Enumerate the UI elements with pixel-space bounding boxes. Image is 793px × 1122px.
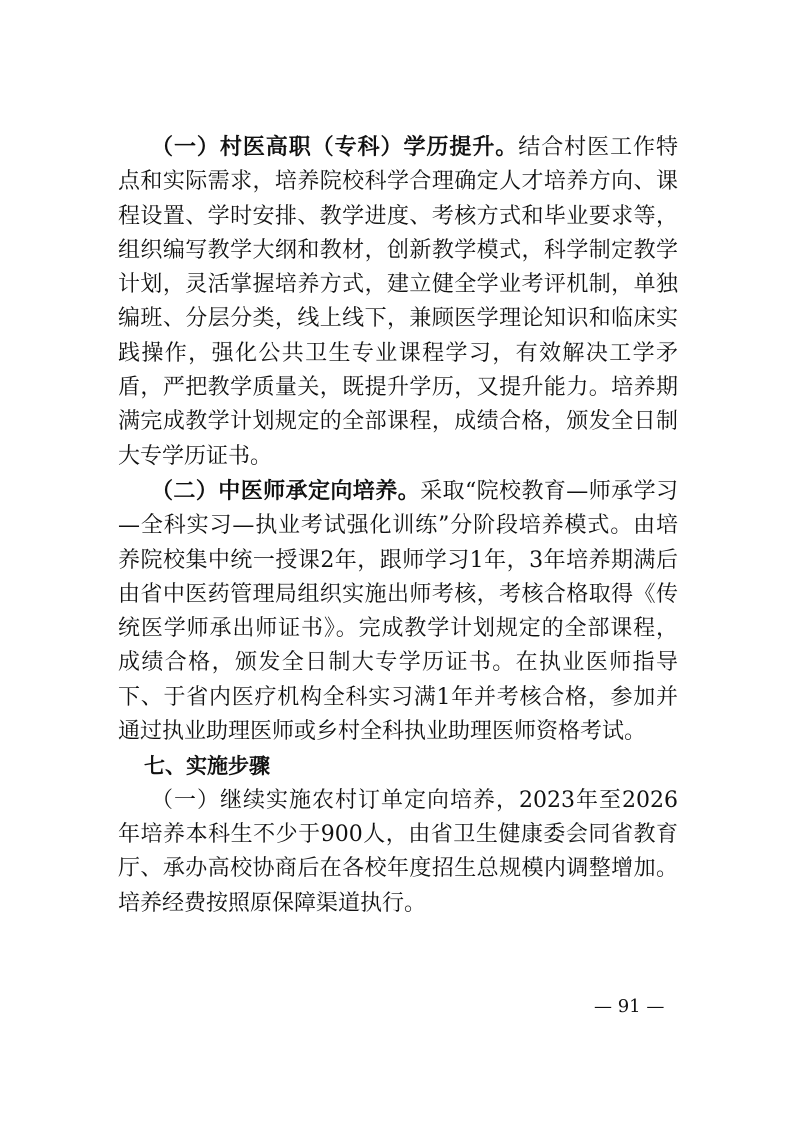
- paragraph-village-doctor-education: [118, 130, 678, 474]
- paragraph-body-2: 采取“院校教育—师承学习—全科实习—执业考试强化训练”分阶段培养模式。由培养院校集中统一授课2年，跟师学习1年，3年培养期满后由省中医药管理局组织实施出师考核，考核合格取得《传统医学师承出师证书》。完成教学计划规定的全部课程，成绩合格，颁发全日制大专学历证书。在执业医师指导下、于省内医疗机构全科实习满1年并考核合格，参加并通过执业助理医师或乡村全科执业助理医师资格考试。: [118, 478, 678, 745]
- paragraph-body-1: 结合村医工作特点和实际需求，培养院校科学合理确定人才培养方向、课程设置、学时安排、教学进度、考核方式和毕业要求等，组织编写教学大纲和教材，创新教学模式，科学制定教学计划，灵活掌握培养方式，建立健全学业考评机制，单独编班、分层分类，线上线下，兼顾医学理论知识和临床实践操作，强化公共卫生专业课程学习，有效解决工学矛盾，严把教学质量关，既提升学历，又提升能力。培养期满完成教学计划规定的全部课程，成绩合格，颁发全日制大专学历证书。: [118, 135, 678, 469]
- paragraph-lead-2: （二）中医师承定向培养。: [151, 477, 421, 504]
- paragraph-tcm-apprenticeship: [118, 474, 678, 749]
- paragraph-step-one: （一）继续实施农村订单定向培养，2023年至2026年培养本科生不少于900人，由省卫生健康委会同省教育厅、承办高校协商后在各校年度招生总规模内调整增加。培养经费按照原保障渠道执行。: [118, 787, 678, 916]
- paragraph-lead-1: （一）村医高职（专科）学历提升。: [151, 134, 519, 160]
- page-number: — 91 —: [594, 996, 665, 1017]
- section-heading: 七、实施步骤: [144, 754, 270, 779]
- body-text: [118, 130, 678, 921]
